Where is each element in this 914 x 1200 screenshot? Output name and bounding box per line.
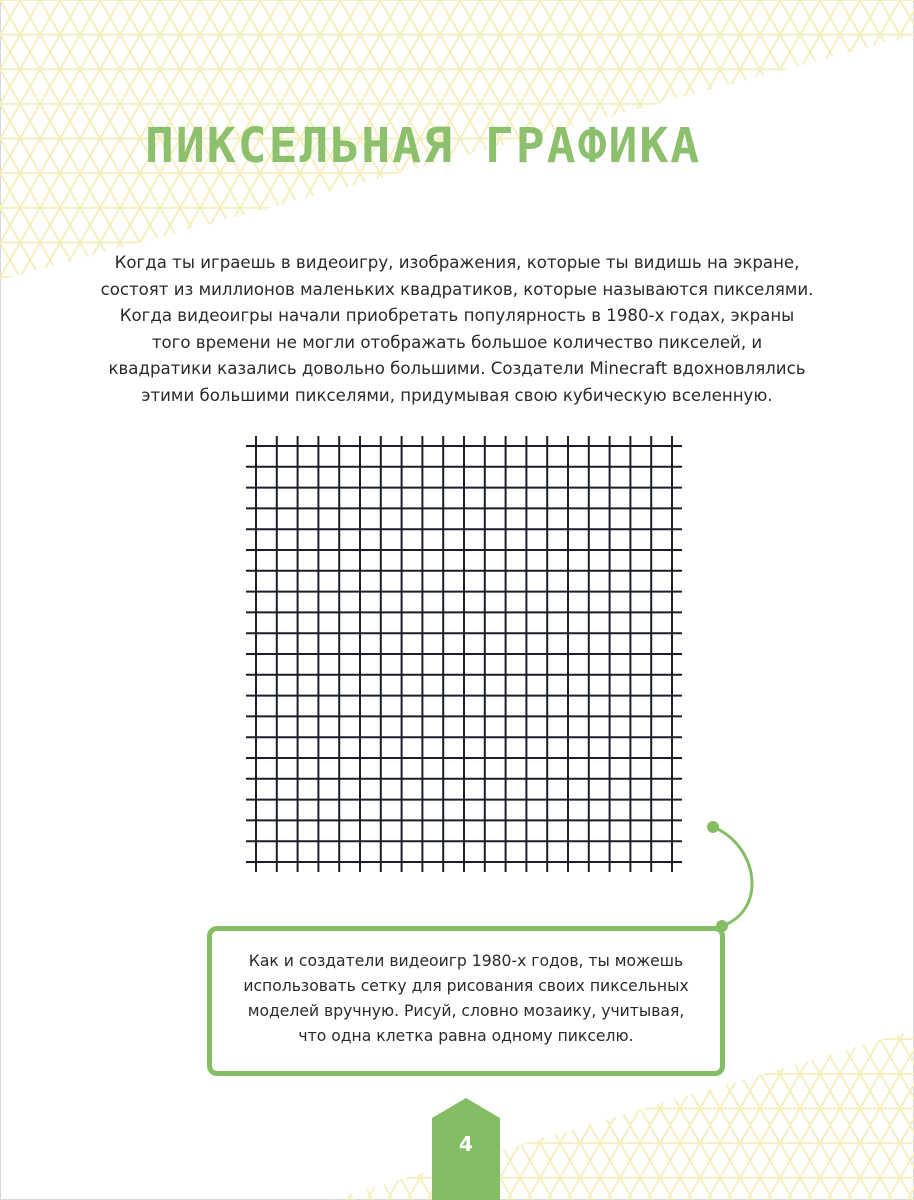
callout-line: Как и создатели видеоигр 1980-х годов, ты можешь — [248, 952, 684, 970]
connector-dot-top — [707, 821, 719, 833]
intro-line: Когда ты играешь в видеоигру, изображения, которые ты видишь на экране, — [114, 253, 800, 272]
callout-connector-line — [690, 790, 770, 940]
page-number: 4 — [459, 1132, 473, 1156]
callout-text — [212, 949, 720, 1049]
intro-line: состоят из миллионов маленьких квадратиков, которые называются пикселями. — [100, 279, 814, 299]
pixel-grid — [240, 434, 692, 880]
callout-box — [207, 926, 725, 1076]
intro-line: квадратики казались довольно большими. Создатели Minecraft вдохновлялись — [108, 359, 806, 378]
intro-paragraph — [100, 250, 814, 409]
intro-line: того времени не могли отображать большое количество пикселей, и — [151, 332, 763, 352]
callout-line: использовать сетку для рисования своих пиксельных — [243, 977, 689, 995]
intro-line: этими большими пикселями, придумывая свою кубическую вселенную. — [141, 385, 773, 405]
intro-line: Когда видеоигры начали приобретать популярность в 1980-х годах, экраны — [119, 306, 795, 325]
callout-line: моделей вручную. Рисуй, словно мозаику, учитывая, — [247, 1002, 685, 1020]
callout-line: что одна клетка равна одному пикселю. — [298, 1027, 634, 1045]
page-title: ПИКСЕЛЬНАЯ ГРАФИКА — [145, 118, 702, 174]
